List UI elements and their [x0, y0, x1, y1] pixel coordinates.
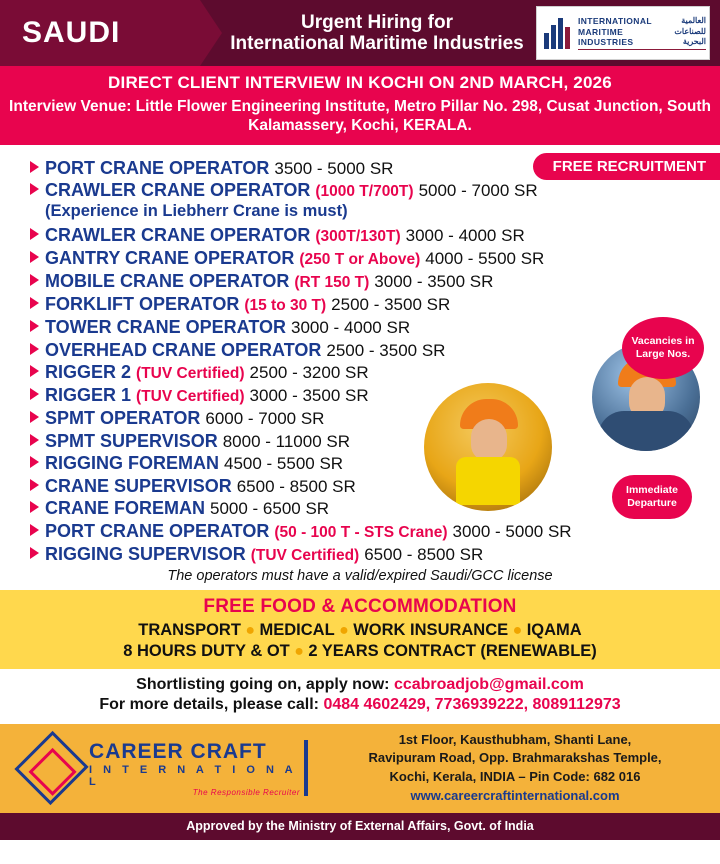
job-note: (250 T or Above) [299, 251, 421, 269]
job-salary: 6500 - 8500 SR [236, 476, 356, 496]
job-salary: 4500 - 5500 SR [224, 454, 344, 474]
job-row [30, 454, 720, 472]
header-title [200, 12, 536, 55]
job-salary: 5000 - 6500 SR [210, 499, 330, 519]
job-salary: 3000 - 5000 SR [452, 521, 572, 541]
footer-divider [304, 740, 308, 796]
job-salary: 6500 - 8500 SR [364, 544, 484, 564]
bullet-triangle-icon [30, 524, 39, 536]
jobs-section [0, 145, 720, 584]
benefits-section [0, 590, 720, 669]
bullet-triangle-icon [30, 183, 39, 195]
job-note: (50 - 100 T - STS Crane) [274, 523, 448, 541]
job-title: PORT CRANE OPERATOR [45, 157, 270, 178]
bullet-triangle-icon [30, 274, 39, 286]
job-salary: 2500 - 3200 SR [249, 363, 369, 383]
agency-tagline: The Responsible Recruiter [192, 787, 300, 797]
job-salary: 8000 - 11000 SR [222, 431, 350, 451]
job-title: MOBILE CRANE OPERATOR [45, 271, 290, 292]
bullet-triangle-icon [30, 501, 39, 513]
imi-line3-ar: البحرية [682, 37, 706, 47]
immediate-departure-badge: Immediate Departure [612, 475, 692, 519]
job-title: OVERHEAD CRANE OPERATOR [45, 339, 322, 360]
job-title: TOWER CRANE OPERATOR [45, 317, 287, 338]
agency-address [326, 731, 720, 806]
job-salary: 5000 - 7000 SR [418, 181, 538, 201]
country-banner [0, 0, 200, 66]
benefits-headline: FREE FOOD & ACCOMMODATION [203, 595, 517, 617]
agency-name: CAREER CRAFT [89, 739, 267, 763]
header-title-line2: International Maritime Industries [230, 33, 524, 54]
benefit-item: 2 YEARS CONTRACT (RENEWABLE) [308, 641, 597, 660]
job-note: (TUV Certified) [136, 365, 245, 383]
header-title-line1: Urgent Hiring for [301, 11, 453, 33]
address-line-2: Ravipuram Road, Opp. Brahmarakshas Temple, [368, 750, 662, 766]
imi-line1-en: INTERNATIONAL [578, 15, 652, 26]
benefit-item: TRANSPORT [138, 620, 241, 639]
job-title: RIGGING FOREMAN [45, 453, 219, 474]
job-row [30, 181, 720, 200]
job-salary: 2500 - 3500 SR [326, 340, 446, 360]
bullet-triangle-icon [30, 228, 39, 240]
benefit-item: IQAMA [526, 620, 582, 639]
job-row [30, 226, 720, 245]
worker-photo-left [424, 383, 552, 511]
bullet-triangle-icon [30, 297, 39, 309]
job-row [30, 318, 720, 336]
bullet-triangle-icon [30, 320, 39, 332]
job-subnote: (Experience in Liebherr Crane is must) [45, 202, 348, 221]
imi-line2-en: MARITIME [578, 26, 624, 37]
job-salary: 3000 - 4000 SR [291, 318, 411, 338]
bullet-triangle-icon [30, 365, 39, 377]
job-title: FORKLIFT OPERATOR [45, 294, 240, 315]
benefit-item: WORK INSURANCE [353, 620, 509, 639]
diamond-logo-icon [14, 731, 88, 805]
imi-line1-ar: العالمية [681, 15, 706, 25]
imi-logo-icon [543, 13, 573, 53]
bullet-dot-icon: ● [508, 621, 527, 639]
license-note: The operators must have a valid/expired Saudi/GCC license [167, 567, 553, 584]
imi-line2-ar: للصناعات [674, 26, 706, 36]
job-title: CRAWLER CRANE OPERATOR [45, 225, 311, 246]
interview-venue: Interview Venue: Little Flower Engineering Institute, Metro Pillar No. 298, Cusat Junction, South Kalamassery, Kochi, KERALA. [9, 98, 711, 135]
job-title: SPMT OPERATOR [45, 408, 201, 429]
benefits-row-1 [0, 621, 720, 640]
benefit-item: MEDICAL [259, 620, 335, 639]
shortlisting-line [0, 676, 720, 694]
job-title: RIGGER 2 [45, 362, 132, 383]
bullet-triangle-icon [30, 251, 39, 263]
call-label: For more details, please call: [99, 695, 319, 713]
address-line-3: Kochi, Kerala, INDIA – Pin Code: 682 016 [389, 769, 641, 785]
interview-headline: DIRECT CLIENT INTERVIEW IN KOCHI ON 2ND MARCH, 2026 [108, 73, 612, 92]
bullet-dot-icon: ● [240, 621, 260, 639]
benefits-row-2 [0, 642, 720, 661]
bullet-triangle-icon [30, 161, 39, 173]
approval-note: Approved by the Ministry of External Affairs, Govt. of India [0, 813, 720, 840]
job-note: (15 to 30 T) [244, 297, 327, 315]
job-row [30, 295, 720, 314]
job-title: CRAWLER CRANE OPERATOR [45, 180, 311, 201]
job-note: (TUV Certified) [250, 546, 360, 564]
country-label: SAUDI [22, 16, 121, 49]
poster-footer [0, 721, 720, 813]
bullet-triangle-icon [30, 411, 39, 423]
bullet-dot-icon: ● [334, 621, 354, 639]
job-row [30, 249, 720, 268]
contact-section [0, 669, 720, 721]
job-salary: 2500 - 3500 SR [331, 295, 451, 315]
job-note: (1000 T/700T) [315, 183, 414, 201]
agency-logo [0, 740, 300, 797]
job-salary: 4000 - 5500 SR [425, 249, 545, 269]
bullet-triangle-icon [30, 388, 39, 400]
email-link[interactable]: ccabroadjob@gmail.com [393, 675, 584, 693]
free-recruitment-badge: FREE RECRUITMENT [533, 153, 720, 180]
bullet-triangle-icon [30, 343, 39, 355]
job-row [30, 522, 720, 541]
job-row [30, 272, 720, 291]
phone-numbers[interactable]: 0484 4602429, 7736939222, 8089112973 [323, 695, 621, 713]
job-title: GANTRY CRANE OPERATOR [45, 248, 295, 269]
imi-company-logo [536, 6, 710, 60]
bullet-dot-icon: ● [289, 642, 309, 660]
website-link[interactable]: www.careercraftinternational.com [410, 788, 620, 804]
job-title: CRANE FOREMAN [45, 498, 205, 519]
address-line-1: 1st Floor, Kausthubham, Shanti Lane, [398, 731, 632, 747]
agency-subtitle: I N T E R N A T I O N A L [89, 763, 297, 788]
imi-line3-en: INDUSTRIES [578, 37, 634, 48]
job-salary: 3000 - 3500 SR [249, 386, 369, 406]
shortlisting-label: Shortlisting going on, apply now: [136, 675, 390, 693]
job-salary: 3000 - 4000 SR [405, 226, 525, 246]
bullet-triangle-icon [30, 547, 39, 559]
job-note: (300T/130T) [315, 228, 401, 246]
job-title: CRANE SUPERVISOR [45, 475, 232, 496]
benefit-item: 8 HOURS DUTY & OT [123, 641, 290, 660]
job-row [30, 545, 720, 564]
job-salary: 3500 - 5000 SR [274, 158, 394, 178]
job-note: (TUV Certified) [136, 388, 245, 406]
job-title: RIGGING SUPERVISOR [45, 543, 246, 564]
job-title: SPMT SUPERVISOR [45, 430, 218, 451]
job-note: (RT 150 T) [294, 274, 370, 292]
call-line [0, 696, 720, 714]
job-title: RIGGER 1 [45, 385, 132, 406]
poster-header [0, 0, 720, 66]
job-title: PORT CRANE OPERATOR [45, 520, 270, 541]
job-salary: 3000 - 3500 SR [374, 272, 494, 292]
job-salary: 6000 - 7000 SR [205, 409, 325, 429]
bullet-triangle-icon [30, 456, 39, 468]
imi-logo-text [573, 16, 706, 51]
vacancies-badge: Vacancies in Large Nos. [622, 317, 704, 379]
bullet-triangle-icon [30, 434, 39, 446]
bullet-triangle-icon [30, 479, 39, 491]
interview-banner [0, 66, 720, 145]
